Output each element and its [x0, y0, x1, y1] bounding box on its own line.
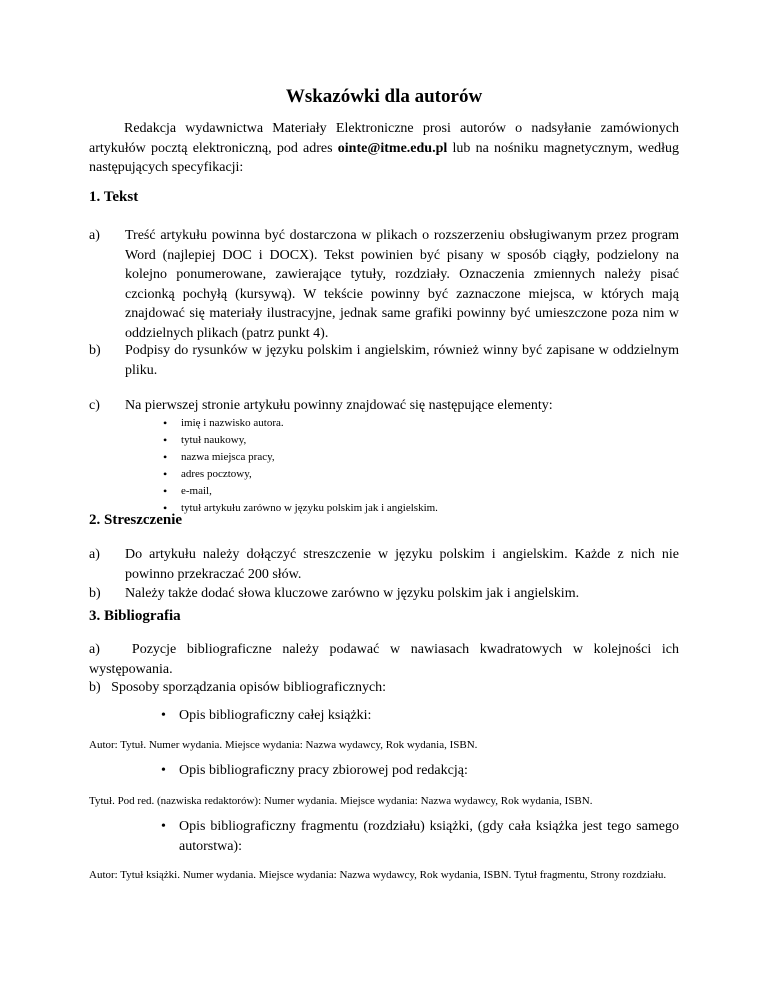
format-pattern: Autor: Tytuł. Numer wydania. Miejsce wydania: Nazwa wydawcy, Rok wydania, ISBN.: [89, 739, 478, 751]
item-text: Podpisy do rysunków w języku polskim i angielskim, również winny być zapisane w oddzielnym pliku.: [125, 343, 679, 378]
format-bullet: [161, 761, 679, 781]
section-heading-bibliografia: 3. Bibliografia: [89, 608, 181, 624]
item-label: c): [89, 398, 100, 413]
item-label: a): [89, 228, 100, 243]
list-item: • tytuł artykułu zarówno w języku polskim jak i angielskim.: [163, 500, 663, 517]
list-item: • nazwa miejsca pracy,: [163, 449, 663, 466]
list-item: • e-mail,: [163, 483, 663, 500]
section-heading-streszczenie: 2. Streszczenie: [89, 512, 183, 528]
list-item: • imię i nazwisko autora.: [163, 415, 663, 432]
intro-paragraph: [89, 119, 679, 178]
format-pattern: Tytuł. Pod red. (nazwiska redaktorów): Numer wydania. Miejsce wydania: Nazwa wydawcy, Rok wydania, ISBN.: [89, 795, 593, 807]
list-item: [89, 226, 679, 341]
list-item: [89, 396, 679, 416]
intro-text-before: Redakcja wydawnictwa Materiały Elektroniczne prosi autorów o nadsyłanie zamówionych artykułów pocztą elektroniczną, pod adres: [89, 121, 679, 156]
format-pattern: Autor: Tytuł książki. Numer wydania. Miejsce wydania: Nazwa wydawcy, Rok wydania, ISBN. Tytuł fragmentu, Strony rozdziału.: [89, 869, 667, 881]
list-item: • tytuł naukowy,: [163, 432, 663, 449]
section-heading-tekst: 1. Tekst: [89, 189, 139, 205]
format-title: Opis bibliograficzny fragmentu (rozdziału) książki, (gdy cała książka jest tego samego autorstwa):: [179, 819, 679, 854]
item-label: b): [89, 343, 101, 358]
format-title: Opis bibliograficzny całej książki:: [179, 708, 372, 723]
bibliography-para-b: b) Sposoby sporządzania opisów bibliograficznych:: [89, 680, 387, 695]
bullet-icon: •: [161, 708, 166, 723]
format-bullet: [161, 817, 679, 857]
list-item: [89, 545, 679, 585]
list-item: • adres pocztowy,: [163, 466, 663, 483]
list-item: [89, 584, 679, 604]
format-title: Opis bibliograficzny pracy zbiorowej pod redakcją:: [179, 763, 468, 778]
list-item: [89, 341, 679, 381]
bullet-icon: •: [161, 763, 166, 778]
bullet-icon: •: [161, 819, 166, 834]
page-title: Wskazówki dla autorów: [285, 86, 483, 107]
item-text: Należy także dodać słowa kluczowe zarówno w języku polskim jak i angielskim.: [125, 586, 580, 601]
item-label: b): [89, 586, 101, 601]
format-bullet: [161, 706, 679, 726]
item-label: a): [89, 547, 100, 562]
item-text: Na pierwszej stronie artykułu powinny znajdować się następujące elementy:: [125, 398, 553, 413]
item-text: Do artykułu należy dołączyć streszczenie w języku polskim i angielskim. Każde z nich nie powinno przekraczać 200 słów.: [125, 547, 679, 582]
intro-text-after: lub na nośniku magnetycznym, według następujących specyfikacji:: [89, 140, 679, 175]
contact-email: ointe@itme.edu.pl: [337, 140, 448, 156]
bibliography-para-a: a) Pozycje bibliograficzne należy podawać w nawiasach kwadratowych w kolejności ich występowania.: [89, 642, 679, 677]
author-elements-list: [163, 415, 663, 517]
item-text: Treść artykułu powinna być dostarczona w plikach o rozszerzeniu obsługiwanym przez program Word (najlepiej DOC i DOCX). Tekst powinien być pisany w sposób ciągły, podzielony na kolejno ponumerowane, zawierające tytuły, rozdziały. Oznaczenia zmiennych należy pisać czcionką pochyłą (kursywą). W tekście powinny być zaznaczone miejsca, w których mają znajdować się materiały ilustracyjne, jednak same grafiki powinny być umieszczone poza nim w oddzielnych plikach (patrz punkt 4).: [125, 228, 679, 341]
